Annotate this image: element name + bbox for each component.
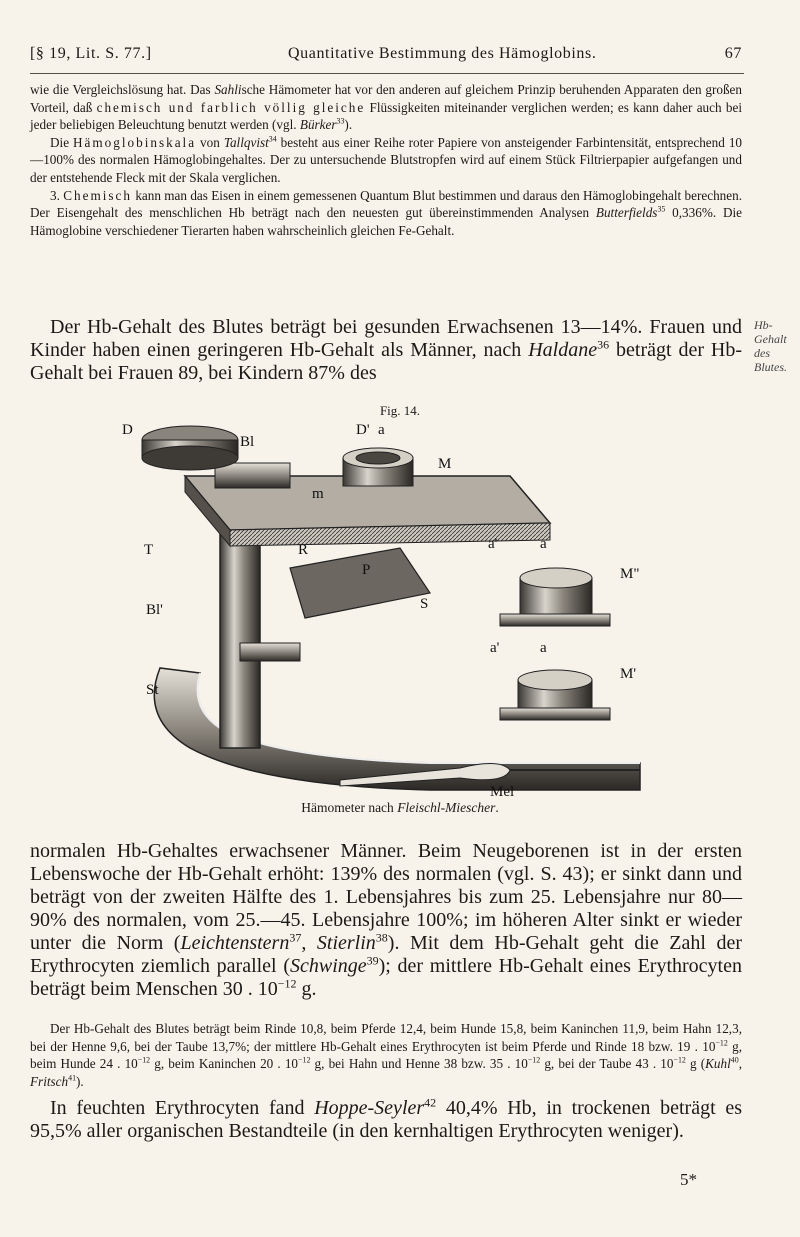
label-t: T bbox=[144, 542, 154, 558]
label-bl-prime: Bl' bbox=[146, 602, 163, 618]
paragraph-sahli: wie die Vergleichslösung hat. Das Sahlische Hämometer hat vor den anderen auf gleichem Prinzip beruhenden Apparaten den großen Vorteil, daß chemisch und farblich völlig gleiche Flüssigkeiten miteinander verglichen werden; es kann daher auch bei jeder beliebigen Beleuchtung benutzt werden (vgl. Bürker$^{33}$). bbox=[30, 82, 742, 133]
hemometer-illustration bbox=[100, 418, 700, 798]
animal-values-small-print: Der Hb-Gehalt des Blutes beträgt beim Rinde 10,8, beim Pferde 12,4, beim Hunde 15,8, beim Kaninchen 11,9, beim Hahn 12,3, bei der Henne 9,6, bei der Taube 13,7%; der mittlere Hb-Gehalt eines Erythrocyten ist beim Pferde und Rinde 18 bzw. 19 . $10^{-12}$ g, beim Hunde 24 . $10^{-12}$ g, beim Kaninchen 20 . $10^{-12}$ g, bei Hahn und Henne 38 bzw. 35 . $10^{-12}$ g, bei der Taube 43 . $10^{-12}$ g (Kuhl$^{40}$, Fritsch$^{41}$). bbox=[30, 1021, 743, 1089]
label-p: P bbox=[362, 562, 371, 578]
label-st: St bbox=[146, 682, 159, 698]
header-rule bbox=[30, 73, 744, 74]
chamber-m-double bbox=[500, 568, 610, 626]
main-paragraph-2: normalen Hb-Gehaltes erwachsener Männer. Beim Neugeborenen ist in der ersten Lebenswoche der Hb-Gehalt erhöht: 139% des normalen (vgl. S. 43); er sinkt dann und beträgt von der zweiten Hälfte des 1. Lebensjahres bis zum 25. Lebensjahre nur 80—90% des normalen, vom 25.—45. Lebensjahre 100%; im höheren Alter sinkt er wieder unter die Norm (Leichtenstern$^{37}$, Stierlin$^{38}$). Mit dem Hb-Gehalt geht die Zahl der Erythrocyten ziemlich parallel (Schwinge$^{39}$); der mittlere Hb-Gehalt eines Erythrocyten beträgt beim Menschen 30 . $10^{-12}$ g. bbox=[30, 840, 743, 1000]
gear-box bbox=[215, 463, 290, 488]
label-big-m: M bbox=[438, 456, 452, 472]
chamber-on-stage bbox=[343, 448, 413, 486]
top-small-print bbox=[30, 81, 742, 239]
running-header bbox=[30, 45, 770, 69]
stand-column bbox=[220, 513, 260, 748]
label-a-top: a bbox=[378, 422, 385, 438]
page-number: 67 bbox=[724, 45, 742, 62]
label-a-1: a bbox=[540, 536, 547, 552]
label-bl: Bl bbox=[240, 434, 255, 450]
label-d: D bbox=[122, 422, 133, 438]
figure-caption: Hämometer nach Fleischl-Miescher. bbox=[301, 800, 499, 815]
margin-note: Hb-Gehalt des Blutes. bbox=[754, 318, 787, 374]
label-a-prime-1: a' bbox=[488, 536, 498, 552]
label-m-prime: M' bbox=[620, 666, 637, 682]
chamber-m-single bbox=[500, 670, 610, 720]
mirror-bracket bbox=[240, 643, 300, 661]
label-d-prime: D' bbox=[356, 422, 370, 438]
label-r: R bbox=[298, 542, 309, 558]
label-a-2: a bbox=[540, 640, 547, 656]
main-paragraph-1: Der Hb-Gehalt des Blutes beträgt bei gesunden Erwachsenen 13—14%. Frauen und Kinder haben einen geringeren Hb-Gehalt als Männer, nach Haldane$^{36}$ beträgt der Hb-Gehalt bei Frauen 89, bei Kindern 87% des bbox=[30, 316, 743, 384]
paragraph-chemisch: 3. Chemisch kann man das Eisen in einem gemessenen Quantum Blut bestimmen und daraus den Hämoglobingehalt berechnen. Der Eisengehalt des menschlichen Hb beträgt nach den neuesten gut übereinstimmenden Analysen Butterfields$^{35}$ 0,336%. Die Hämoglobine verschiedener Tierarten haben wahrscheinlich gleichen Fe-Gehalt. bbox=[30, 187, 742, 238]
figure-label: Fig. 14. bbox=[379, 403, 421, 418]
label-small-m: m bbox=[312, 486, 324, 502]
label-a-prime-2: a' bbox=[490, 640, 500, 656]
color-wedge bbox=[290, 548, 430, 618]
running-title: Quantitative Bestimmung des Hämoglobins. bbox=[288, 45, 597, 62]
label-m-double: M" bbox=[620, 566, 640, 582]
section-reference: [§ 19, Lit. S. 77.] bbox=[30, 45, 152, 62]
main-paragraph-3: In feuchten Erythrocyten fand Hoppe-Seyler$^{42}$ 40,4% Hb, in trockenen beträgt es 95,5% aller organischen Bestandteile (in den kernhaltigen Erythrocyten weniger). bbox=[30, 1095, 742, 1142]
chamber-d bbox=[142, 426, 238, 470]
paragraph-tallqvist: Die Hämoglobinskala von Tallqvist$^{34}$ besteht aus einer Reihe roter Papiere von ansteigender Farbintensität, entsprechend 10—100% des normalen Hämoglobingehaltes. Der zu untersuchende Blutstropfen wird auf einem Stück Filtrierpapier aufgefangen und der entstehende Fleck mit der Skala verglichen. bbox=[30, 134, 743, 185]
label-s: S bbox=[420, 596, 429, 612]
label-mel: Mel bbox=[490, 784, 515, 798]
signature-mark: 5* bbox=[680, 1170, 697, 1189]
